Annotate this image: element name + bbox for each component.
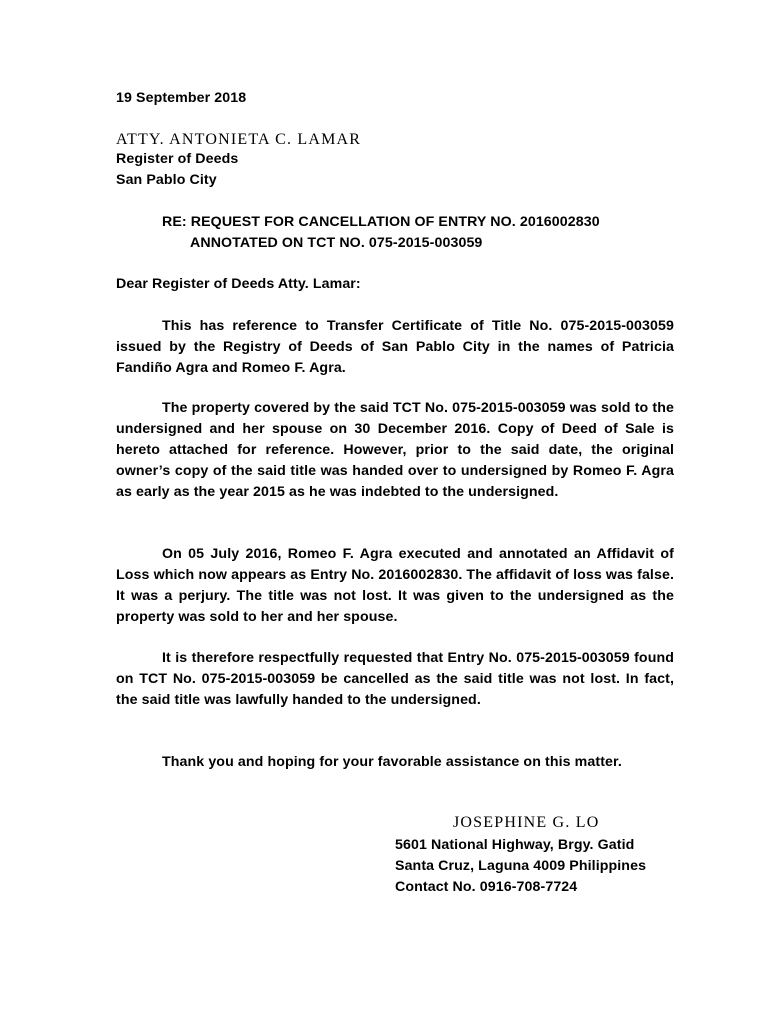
salutation: Dear Register of Deeds Atty. Lamar:: [116, 276, 361, 292]
sender-name: JOSEPHINE G. LO: [453, 814, 600, 831]
letter-date: 19 September 2018: [116, 90, 247, 106]
body-paragraph-1: This has reference to Transfer Certificate of Title No. 075-2015-003059 issued by the Registry of Deeds of San Pablo City in the names of Patricia Fandiño Agra and Romeo F. Agra.: [116, 318, 674, 376]
subject-line-2: ANNOTATED ON TCT NO. 075-2015-003059: [190, 235, 483, 251]
sender-address-line-1: 5601 National Highway, Brgy. Gatid: [395, 837, 635, 853]
recipient-city: San Pablo City: [116, 172, 217, 188]
sender-contact: Contact No. 0916-708-7724: [395, 879, 578, 895]
closing-line: Thank you and hoping for your favorable assistance on this matter.: [162, 754, 622, 770]
signature-block: [395, 812, 646, 898]
body-paragraph-4: It is therefore respectfully requested that Entry No. 075-2015-003059 found on TCT No. 075-2015-003059 be cancelled as the said title was not lost. In fact, the said title was lawfully handed to the undersigned.: [116, 650, 674, 708]
body-paragraph-2: The property covered by the said TCT No. 075-2015-003059 was sold to the undersigned and her spouse on 30 December 2016. Copy of Deed of Sale is hereto attached for reference. However, prior to the said date, the original owner’s copy of the said title was handed over to undersigned by Romeo F. Agra as early as the year 2015 as he was indebted to the undersigned.: [116, 400, 674, 500]
body-paragraph-3: On 05 July 2016, Romeo F. Agra executed and annotated an Affidavit of Loss which now appears as Entry No. 2016002830. The affidavit of loss was false. It was a perjury. The title was not lost. It was given to the undersigned as the property was sold to her and her spouse.: [116, 546, 674, 625]
sender-address-line-2: Santa Cruz, Laguna 4009 Philippines: [395, 858, 647, 874]
subject-line-1: RE: REQUEST FOR CANCELLATION OF ENTRY NO. 2016002830: [162, 214, 600, 230]
recipient-title: Register of Deeds: [116, 151, 239, 167]
recipient-name: ATTY. ANTONIETA C. LAMAR: [116, 131, 362, 148]
